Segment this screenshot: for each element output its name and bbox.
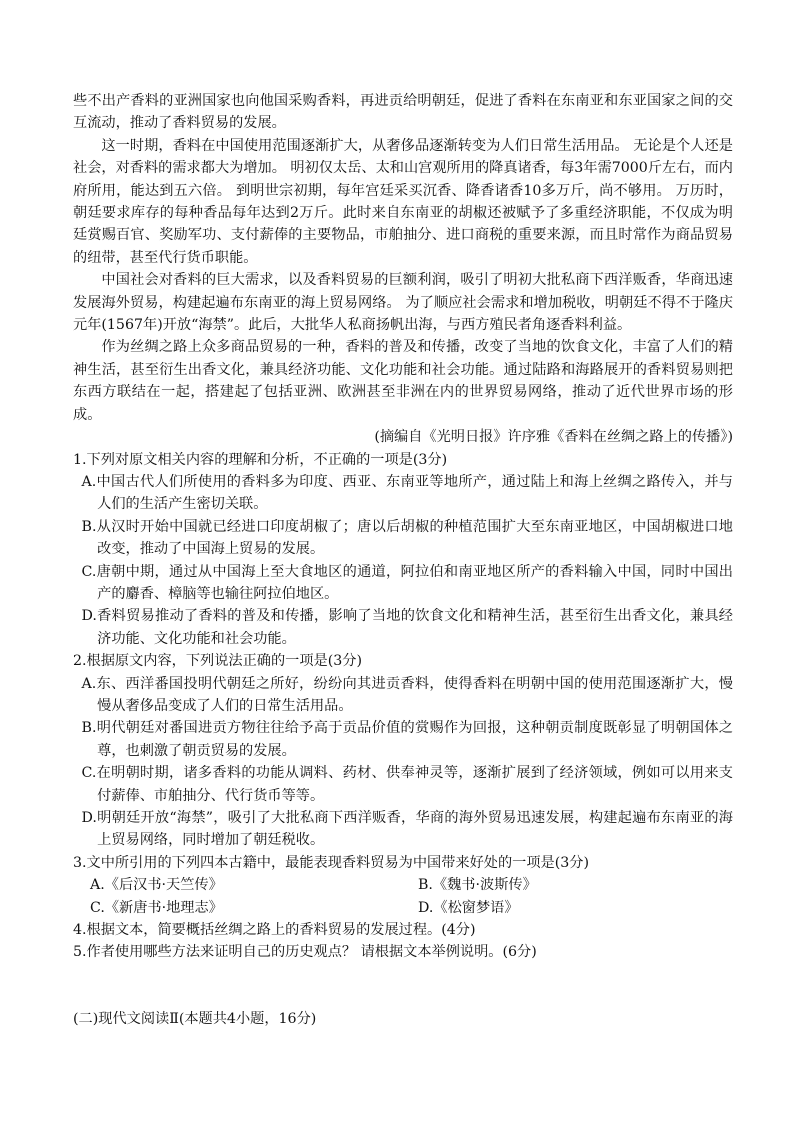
question-2-option-b: B.明代朝廷对番国进贡方物往往给予高于贡品价值的赏赐作为回报，这种朝贡制度既彰显了明朝国体之尊，也刺激了朝贡贸易的发展。	[81, 720, 733, 759]
article-paragraph: 些不出产香料的亚洲国家也向他国采购香料，再进贡给明朝廷，促进了香料在东南亚和东亚国家之间的交互流动，推动了香料贸易的发展。	[73, 93, 733, 132]
question-3-option-c: C.《新唐书·地理志》	[90, 899, 223, 916]
question-1-option-b: B.从汉时开始中国就已经进口印度胡椒了；唐以后胡椒的种植范围扩大至东南亚地区，中国胡椒进口地改变，推动了中国海上贸易的发展。	[81, 518, 733, 558]
question-1-stem: 1.下列对原文相关内容的理解和分析，不正确的一项是(3分)	[73, 451, 448, 468]
question-1-option-d: D.香料贸易推动了香料的普及和传播，影响了当地的饮食文化和精神生活，甚至衍生出香文化，兼具经济功能、文化功能和社会功能。	[81, 608, 733, 647]
question-5-stem: 5.作者使用哪些方法来证明自己的历史观点？ 请根据文本举例说明。(6分)	[73, 944, 537, 961]
question-3-options	[73, 874, 733, 919]
question-3-stem: 3.文中所引用的下列四本古籍中，最能表现香料贸易为中国带来好处的一项是(3分)	[73, 854, 590, 871]
article-paragraph: 作为丝绸之路上众多商品贸易的一种，香料的普及和传播，改变了当地的饮食文化，丰富了人们的精神生活，甚至衍生出香文化，兼具经济功能、文化功能和社会功能。通过陆路和海路展开的香料贸易则把东西方联结在一起，搭建起了包括亚洲、欧洲甚至非洲在内的世界贸易网络，推动了近代世界市场的形成。	[73, 339, 733, 423]
article-source: (摘编自《光明日报》许序雅《香料在丝绸之路上的传播》)	[374, 429, 733, 446]
question-3-option-a: A.《后汉书·天竺传》	[90, 877, 223, 894]
question-3-option-b: B.《魏书·波斯传》	[418, 877, 537, 894]
question-2-option-d: D.明朝廷开放“海禁”，吸引了大批私商下西洋贩香，华商的海外贸易迅速发展，构建起遍布东南亚的海上贸易网络，同时增加了朝廷税收。	[81, 810, 733, 849]
question-2-option-c: C.在明朝时期，诸多香料的功能从调料、药材、供奉神灵等，逐渐扩展到了经济领域，例如可以用来支付薪俸、市舶抽分、代行货币等等。	[81, 765, 733, 804]
section-heading: (二)现代文阅读Ⅱ(本题共4小题，16分)	[73, 1010, 317, 1027]
question-1-option-c: C.唐朝中期，通过从中国海上至大食地区的通道，阿拉伯和南亚地区所产的香料输入中国，同时中国出产的麝香、樟脑等也输往阿拉伯地区。	[81, 563, 733, 602]
article-paragraph: 这一时期，香料在中国使用范围逐渐扩大，从奢侈品逐渐转变为人们日常生活用品。 无论是个人还是社会，对香料的需求都大为增加。 明初仅太岳、太和山宫观所用的降真诸香，每3年需7000斤左右，而内府所用，能达到五六倍。 到明世宗初期，每年宫廷采买沉香、降香诸香10多万斤，尚不够用。 万历时，朝廷要求库存的每种香品每年达到2万斤。此时来自东南亚的胡椒还被赋予了多重经济职能，不仅成为明廷赏赐百官、奖励军功、支付薪俸的主要物品，市舶抽分、进口商税的重要来源，而且时常作为商品贸易的纽带，甚至代行货币职能。	[73, 137, 733, 266]
question-3-option-d: D.《松窗梦语》	[418, 899, 519, 916]
question-2-option-a: A.东、西洋番国投明代朝廷之所好，纷纷向其进贡香料，使得香料在明朝中国的使用范围逐渐扩大，慢慢从奢侈品变成了人们的日常生活用品。	[81, 675, 733, 714]
article-paragraph: 中国社会对香料的巨大需求，以及香料贸易的巨额利润，吸引了明初大批私商下西洋贩香，华商迅速发展海外贸易，构建起遍布东南亚的海上贸易网络。 为了顺应社会需求和增加税收，明朝廷不得不于隆庆元年(1567年)开放“海禁”。此后，大批华人私商扬帆出海，与西方殖民者角逐香料利益。	[73, 272, 733, 334]
question-1-option-a: A.中国古代人们所使用的香料多为印度、西亚、东南亚等地所产，通过陆上和海上丝绸之路传入，并与人们的生活产生密切关联。	[81, 473, 733, 513]
exam-page	[73, 90, 733, 1030]
question-4-stem: 4.根据文本，简要概括丝绸之路上的香料贸易的发展过程。(4分)	[73, 922, 476, 939]
question-2-stem: 2.根据原文内容，下列说法正确的一项是(3分)	[73, 653, 363, 670]
